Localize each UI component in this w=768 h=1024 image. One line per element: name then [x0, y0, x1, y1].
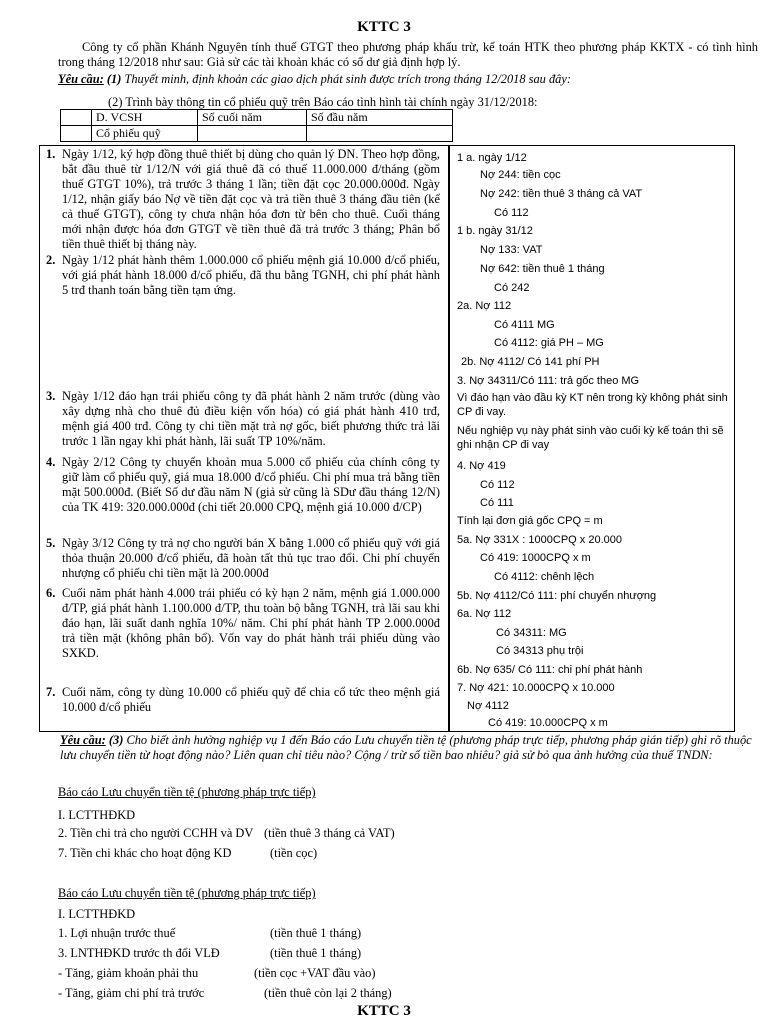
table-row — [61, 110, 453, 126]
transaction-number: 7. — [46, 685, 56, 699]
transaction-item — [42, 586, 440, 661]
cashflow-item: - Tăng, giảm khoản phải thu — [58, 966, 199, 980]
table-header: Số đầu năm — [307, 110, 453, 126]
table-cell — [307, 126, 453, 142]
transaction-number: 2. — [46, 253, 56, 267]
answer-line: Có 419: 10.000CPQ x m — [488, 717, 608, 729]
answer-line: 7. Nợ 421: 10.000CPQ x 10.000 — [457, 682, 615, 694]
req3-text: Cho biết ảnh hưởng nghiệp vụ 1 đến Báo cáo Lưu chuyển tiền tệ (phương pháp trực tiếp, phương pháp gián tiếp) ghi rõ thuộc lưu chuyển tiền từ hoạt động nào? Liên quan chỉ tiêu nào? Cộng / trừ số tiền bao nhiêu? giả sử bỏ qua ảnh hưởng của thuế TNDN: — [60, 733, 752, 762]
answer-line: 5a. Nợ 331X : 1000CPQ x 20.000 — [457, 534, 622, 546]
intro-paragraph: Công ty cổ phần Khánh Nguyên tính thuế GTGT theo phương pháp khấu trừ, kế toán HTK theo phương pháp KKTX - có tình hình trong tháng 12/2018 như sau: Giả sử các tài khoản khác có số dư giả định hợp lý. — [58, 40, 758, 69]
answer-line: Có 112 — [480, 479, 515, 491]
cashflow-row — [58, 946, 658, 961]
cashflow-heading: Báo cáo Lưu chuyển tiền tệ (phương pháp trực tiếp) — [58, 886, 316, 900]
req3-number: (3) — [108, 733, 124, 747]
answer-line: 3. Nợ 34311/Có 111: trả gốc theo MG — [457, 375, 640, 387]
answer-line: Có 419: 1000CPQ x m — [480, 552, 591, 564]
transaction-text: Ngày 3/12 Công ty trả nợ cho người bán X bằng 1.000 cổ phiếu quỹ với giá thỏa thuận 20.000 đ/cổ phiếu, đã hoàn tất thủ tục trao đổi. Chi phí chuyển nhượng cổ phiếu chi tiền mặt là 200.000đ — [62, 536, 440, 580]
answer-line: 2a. Nợ 112 — [457, 300, 512, 312]
transaction-number: 6. — [46, 586, 56, 600]
cashflow-note: (tiền thuê còn lại 2 tháng) — [264, 986, 392, 1000]
answer-line: Nợ 242: tiền thuê 3 tháng cả VAT — [480, 188, 643, 200]
transaction-item — [42, 389, 440, 449]
footer-title: KTTC 3 — [357, 1003, 411, 1019]
cashflow-section: I. LCTTHĐKD — [58, 907, 136, 921]
answer-line: Nợ 4112 — [467, 700, 509, 712]
equity-table — [60, 109, 453, 142]
transaction-text: Ngày 1/12 đáo hạn trái phiếu công ty đã phát hành 2 năm trước (dùng vào xây dựng nhà cho thuê đủ điều kiện vốn hóa) có giá phát hành 410 trđ, mệnh giá 400 trđ. Công ty chi tiền mặt trả nợ gốc, biết phương thức trả lãi trước 1 lần ngay khi phát hành, lãi suất TP 10%/năm. — [62, 389, 440, 448]
answer-line: Có 111 — [480, 497, 514, 509]
transaction-item — [42, 147, 440, 252]
answer-line: Có 4112: chênh lệch — [494, 571, 595, 583]
answer-line: 1 a. ngày 1/12 — [457, 152, 527, 164]
req3-label: Yêu cầu: — [60, 733, 106, 747]
cashflow-note: (tiền thuê 3 tháng cả VAT) — [264, 826, 395, 840]
cashflow-note: (tiền cọc +VAT đầu vào) — [254, 966, 376, 980]
page-title: KTTC 3 — [357, 19, 411, 35]
req1-number: (1) — [106, 72, 122, 86]
answer-line: Có 112 — [494, 207, 529, 219]
cashflow-row — [58, 846, 658, 861]
transaction-number: 1. — [46, 147, 56, 161]
answer-line: 6a. Nợ 112 — [457, 608, 512, 620]
transaction-number: 4. — [46, 455, 56, 469]
answer-line: Vì đáo hạn vào đầu kỳ KT nên trong kỳ không phát sinh CP đi vay. — [457, 392, 728, 418]
answer-line: Nợ 642: tiền thuê 1 tháng — [480, 263, 605, 275]
transaction-number: 3. — [46, 389, 56, 403]
answer-line: Nợ 133: VAT — [480, 244, 543, 256]
transaction-text: Cuối năm, công ty dùng 10.000 cổ phiếu quỹ để chia cổ tức theo mệnh giá 10.000 đ/cổ phiếu — [62, 685, 440, 714]
transaction-number: 5. — [46, 536, 56, 550]
transaction-text: Cuối năm phát hành 4.000 trái phiếu có kỳ hạn 2 năm, mệnh giá 1.000.000 đ/TP, giá phát hành 1.100.000 đ/TP, thu toàn bộ bằng TGNH, trả lãi sau khi đáo hạn, lãi suất danh nghĩa 10%/ năm. Chi phí phát hành TP 2.000.000đ trả tiền mặt (không phân bổ). Vốn vay do phát hành trái phiếu dùng vào SXKD. — [62, 586, 440, 660]
cashflow-item: 3. LNTHĐKD trước th đổi VLĐ — [58, 946, 220, 960]
cashflow-item: 1. Lợi nhuận trước thuế — [58, 926, 176, 940]
answer-line: Có 34311: MG — [496, 627, 567, 639]
answer-line: 5b. Nợ 4112/Có 111: phí chuyển nhượng — [457, 590, 657, 602]
cashflow-note: (tiền cọc) — [270, 846, 318, 860]
answer-line: 6b. Nợ 635/ Có 111: chi phí phát hành — [457, 664, 643, 676]
requirement-2: (2) Trình bày thông tin cổ phiếu quỹ trên Báo cáo tình hình tài chính ngày 31/12/2018: — [108, 95, 538, 109]
cashflow-item: 7. Tiền chi khác cho hoạt động KD — [58, 846, 232, 860]
table-cell — [198, 126, 307, 142]
req1-label: Yêu cầu: — [58, 72, 104, 86]
req1-text: Thuyết minh, định khoản các giao dịch phát sinh được trích trong tháng 12/2018 sau đây: — [124, 72, 571, 86]
answer-line: Nợ 244: tiền cọc — [480, 169, 561, 181]
table-header: Số cuối năm — [198, 110, 307, 126]
answer-line: Có 4111 MG — [494, 319, 555, 331]
cashflow-row — [58, 966, 658, 981]
answer-line: Nếu nghiệp vụ này phát sinh vào cuối kỳ kế toán thì sẽ ghi nhận CP đi vay — [457, 425, 724, 451]
cashflow-item: - Tăng, giảm chi phí trả trước — [58, 986, 205, 1000]
answer-line: 1 b. ngày 31/12 — [457, 225, 533, 237]
transaction-text: Ngày 1/12 phát hành thêm 1.000.000 cổ phiếu mệnh giá 10.000 đ/cổ phiếu, với giá phát hành 18.000 đ/cổ phiếu, đã thu bằng TGNH, chi phí phát hành 5 trđ thanh toán bằng tiền tạm ứng. — [62, 253, 440, 297]
table-cell: Cổ phiếu quỹ — [92, 126, 198, 142]
table-row — [61, 126, 453, 142]
transaction-item — [42, 253, 440, 298]
answer-line: Có 34313 phụ trội — [496, 645, 584, 657]
table-cell — [61, 110, 92, 126]
cashflow-row — [58, 986, 658, 1001]
answer-line: Có 4112: giá PH – MG — [494, 337, 604, 349]
cashflow-note: (tiền thuê 1 tháng) — [270, 946, 362, 960]
cashflow-row — [58, 826, 658, 841]
answer-line: Có 242 — [494, 282, 530, 294]
transaction-text: Ngày 2/12 Công ty chuyển khoản mua 5.000 cổ phiếu của chính công ty giữ làm cổ phiếu quỹ, giá mua 18.000 đ/cổ phiếu. Chi phí mua trả bằng tiền mặt 500.000đ. (Biết Số dư đầu năm N (giả sử cũng là SDư đầu tháng 12/N) của TK 419: 320.000.000đ (chi tiết 20.000 CPQ, mệnh giá 10.000 đ/CP) — [62, 455, 440, 514]
answer-line: 4. Nợ 419 — [457, 460, 506, 472]
requirement-1 — [58, 72, 758, 87]
transaction-item — [42, 455, 440, 515]
cashflow-row — [58, 926, 658, 941]
transaction-text: Ngày 1/12, ký hợp đồng thuê thiết bị dùng cho quản lý DN. Theo hợp đồng, bắt đầu thuê từ 1/12/N với giá thuê đã có thuế 11.000.000 đ/tháng (gồm thuế GTGT 10%), trả trước 3 tháng 1 lần; tiền đặt cọc 20.000.000đ. Ngày 1/12, nhận giấy báo Nợ về tiền đặt cọc và trả tiền thuê 3 tháng đầu tiên (kể cả thuế GTGT), công ty chưa nhận hóa đơn từ bên cho thuê. Cuối tháng mới nhận được hóa đơn GTGT về tiền thuê đã trả trước 3 tháng; Phân bổ tiền thuê thiết bị tháng này. — [62, 147, 440, 251]
transaction-item — [42, 685, 440, 715]
requirement-3 — [60, 733, 755, 763]
answer-line: 2b. Nợ 4112/ Có 141 phí PH — [461, 356, 600, 368]
cashflow-section: I. LCTTHĐKD — [58, 808, 136, 822]
cashflow-note: (tiền thuê 1 tháng) — [270, 926, 362, 940]
cashflow-heading: Báo cáo Lưu chuyển tiền tệ (phương pháp trực tiếp) — [58, 785, 316, 799]
transaction-item — [42, 536, 440, 581]
table-cell — [61, 126, 92, 142]
cashflow-item: 2. Tiền chi trả cho người CCHH và DV — [58, 826, 254, 840]
table-header: D. VCSH — [92, 110, 198, 126]
answer-line: Tính lại đơn giá gốc CPQ = m — [457, 515, 603, 527]
